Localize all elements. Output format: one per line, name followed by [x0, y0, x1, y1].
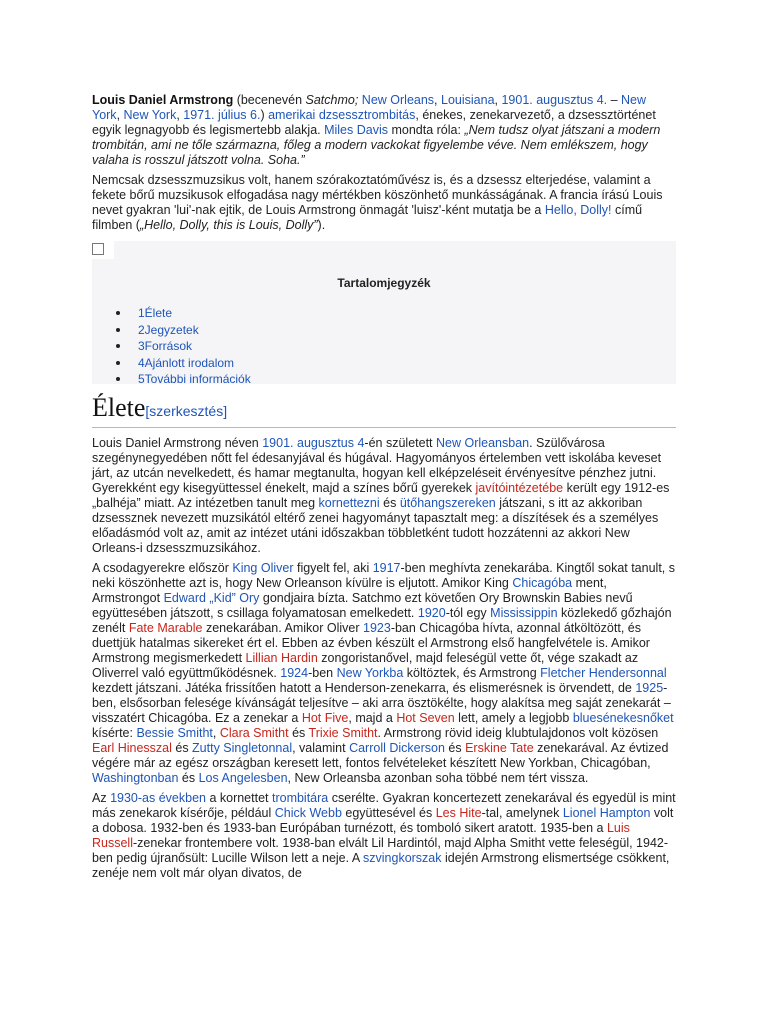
missing-article-link[interactable]: Lillian Hardin: [245, 651, 318, 665]
wiki-link[interactable]: New Yorkba: [336, 666, 404, 680]
text-run: -ben, elsősorban felesége kívánságát teljesítve – aki arra ösztökélte, hogy alakítsa meg saját zenekarát – visszatért Chicagóba. Ez a zenekar a: [92, 681, 671, 725]
text-run: ,: [494, 93, 502, 107]
wiki-link[interactable]: Miles Davis: [324, 123, 388, 137]
text-run: zenekarával. Az évtized végére már az egész országban keresett lett, fontos felvételeket készített New Yorkban, Chicagóban,: [92, 741, 669, 770]
text-run: . Szülővárosa szegénynegyedében nőtt fel édesanyjával és húgával. Hagyományos értelemben vett iskolába keveset járt, az utcán nevelkedett, és hamar megtanulta, hogyan kell elképzeléseit érvényesítve pénzhez jutni. Gyerekként egy kisegyüttessel énekelt, majd a színes bőrű gyerekek: [92, 436, 662, 495]
text-run: -ben: [308, 666, 337, 680]
text-run: -tal, amelynek: [481, 806, 563, 820]
toc-toggle-checkbox[interactable]: [92, 243, 104, 255]
missing-article-link[interactable]: Luis Russell: [92, 821, 630, 850]
wiki-link[interactable]: 1901.: [262, 436, 294, 450]
wiki-link[interactable]: New Orleans: [361, 93, 435, 107]
wiki-link[interactable]: augusztus 4.: [536, 93, 608, 107]
text-run: Nemcsak dzsesszmuzsikus volt, hanem szórakoztatóművész is, és a dzsessz elterjedése, valamint a fekete bőrű muzsikusok elfogadása nagy mértékben köszönhető munkásságának. A francia írású Louis nevet gyakran 'lui'-nak ejtik, de Louis Armstrong önmagát 'luisz'-ként mutatja be a: [92, 173, 663, 217]
text-run: ment, Armstrongot: [92, 576, 607, 605]
wiki-link[interactable]: 1923: [363, 621, 391, 635]
missing-article-link[interactable]: Les Hite: [435, 806, 482, 820]
text-run: ): [260, 108, 269, 122]
text-run: közlekedő gőzhajón zenélt: [92, 606, 672, 635]
wiki-link[interactable]: bluesénekesnőket: [572, 711, 674, 725]
text-run: került egy 1912-es „balhéja” miatt. Az intézetben tanult meg: [92, 481, 670, 510]
wiki-link[interactable]: 1901.: [501, 93, 533, 107]
text-run: idején Armstrong elismertsége csökkent, zenéje nem volt már olyan divatos, de: [92, 851, 670, 880]
text-run: figyelt fel, aki: [293, 561, 373, 575]
wiki-link[interactable]: 1924: [280, 666, 309, 680]
wiki-link[interactable]: Louisiana: [441, 93, 495, 107]
wiki-link[interactable]: Bessie Smitht: [136, 726, 213, 740]
text-run: Az: [92, 791, 111, 805]
text-run: kísérte:: [92, 726, 137, 740]
section-paragraph-3: [92, 791, 676, 881]
toc-list: [114, 305, 251, 388]
text-run: -zenekar frontembere volt. 1938-ban elvált Lil Hardintól, majd Alpha Smitht vette feleségül, 1942-ben pedig újranősült: Lucille Wilson lett a neje. A: [92, 836, 669, 865]
text-run: ,: [434, 93, 441, 107]
wiki-link[interactable]: szvingkorszak: [363, 851, 442, 865]
wiki-link[interactable]: trombitára: [271, 791, 329, 805]
table-of-contents: [92, 241, 676, 384]
wiki-link[interactable]: dzsessztrombitás: [318, 108, 416, 122]
text-run: játszani, s itt az akkoriban dzsessznek nevezett muzsikától eltérő zenei hagyományt tapasztalt meg: a díszítések és a személyes előadásmód volt az, amit az intézet utáni időszakban többletként tudott hozzátenni az akkori New Orleans-i dzsesszmuzsikához.: [92, 496, 659, 555]
wiki-link[interactable]: 1930-as években: [110, 791, 206, 805]
section-paragraph-2: [92, 561, 676, 786]
text-run: cserélte. Gyakran koncertezett zenekarával és egyedül is mint más zenekarok kísérője, például: [92, 791, 676, 820]
text-run: -ban Chicagóba hívta, azonnal átköltözött, és duettjük hatalmas sikereket ért el. Ebben az évben készült el Armstrong első hangfelvétele is. Amikor Armstrong megismerkedett: [92, 621, 650, 665]
text-run: , New Orleansba azonban soha többé nem tért vissza.: [287, 771, 589, 785]
text-run: kezdett játszani. Játéka frissítően hatott a Henderson-zenekarra, és elismerésnek is örvendett, de: [92, 681, 636, 695]
text-run: zenekarában. Amikor Oliver: [202, 621, 363, 635]
wiki-link[interactable]: New York: [123, 108, 177, 122]
wiki-link[interactable]: 1917: [372, 561, 401, 575]
section-paragraph-1: [92, 436, 676, 556]
wiki-link[interactable]: Lionel Hampton: [562, 806, 651, 820]
toc-item-ajanlott-irodalom[interactable]: 4Ajánlott irodalom: [114, 355, 251, 372]
wiki-link[interactable]: Chicagóba: [512, 576, 573, 590]
wiki-link[interactable]: Edward „Kid” Ory: [163, 591, 260, 605]
toc-item-tovabbi-informaciok[interactable]: 5További információk: [114, 371, 251, 388]
italic-text: „Hello, Dolly, this is Louis, Dolly”: [139, 218, 318, 232]
wiki-link[interactable]: ütőhangszereken: [399, 496, 496, 510]
text-run: -én született: [364, 436, 436, 450]
text-run: ).: [317, 218, 326, 232]
intro-paragraph-1: [92, 93, 676, 168]
wiki-link[interactable]: Fletcher Hendersonnal: [540, 666, 667, 680]
italic-text: Satchmo;: [305, 93, 359, 107]
wiki-link[interactable]: július 6.: [218, 108, 261, 122]
text-run: volt a dobosa. 1932-ben és 1933-ban Európában turnézott, és tomboló sikert aratott. 1935-ben a: [92, 806, 674, 835]
text-run: -tól egy: [445, 606, 491, 620]
italic-text: „Nem tudsz olyat játszani a modern trombitán, ami ne tőle származna, főleg a modern vackokat figyelembe véve. Nem emlékszem, hogy valaha is rosszul játszott volna. Soha.”: [92, 123, 661, 167]
text-run: a kornettet: [205, 791, 272, 805]
wiki-link[interactable]: 1920: [417, 606, 446, 620]
text-run: ,: [176, 108, 184, 122]
text-run: című filmben (: [92, 203, 643, 232]
missing-article-link[interactable]: Hot Five: [301, 711, 349, 725]
toc-title: Tartalomjegyzék: [337, 276, 431, 290]
text-run: és: [444, 741, 466, 755]
bold-text: Louis Daniel Armstrong: [92, 93, 234, 107]
text-run: mondta róla:: [388, 123, 465, 137]
article-content: [92, 93, 676, 881]
wiki-link[interactable]: Washingtonban: [92, 771, 179, 785]
wiki-link[interactable]: King Oliver: [232, 561, 294, 575]
wiki-link[interactable]: New Orleansban: [436, 436, 530, 450]
text-run: lett, amely a legjobb: [454, 711, 573, 725]
section-edit-link[interactable]: [szerkesztés]: [145, 403, 228, 419]
text-run: –: [607, 93, 622, 107]
missing-article-link[interactable]: javítóintézetébe: [475, 481, 564, 495]
text-run: , valamint: [292, 741, 350, 755]
wiki-link[interactable]: Los Angelesben: [198, 771, 288, 785]
text-run: ,: [212, 726, 220, 740]
section-heading-elete: [92, 394, 676, 428]
wiki-link[interactable]: Mississippin: [490, 606, 558, 620]
wiki-link[interactable]: 1925: [635, 681, 664, 695]
wiki-link[interactable]: Hello, Dolly!: [544, 203, 612, 217]
text-run: és: [171, 741, 193, 755]
text-run: , majd a: [348, 711, 397, 725]
missing-article-link[interactable]: Clara Smitht: [219, 726, 289, 740]
wiki-link[interactable]: kornettezni: [318, 496, 380, 510]
missing-article-link[interactable]: Erskine Tate: [465, 741, 534, 755]
text-run: (becenevén: [233, 93, 306, 107]
wiki-link[interactable]: Chick Webb: [274, 806, 342, 820]
text-run: és: [288, 726, 309, 740]
text-run: . Armstrong rövid ideig klubtulajdonos volt közösen: [377, 726, 659, 740]
toc-item-forrasok[interactable]: 3Források: [114, 338, 251, 355]
wiki-link[interactable]: Zutty Singletonnal: [192, 741, 293, 755]
missing-article-link[interactable]: Earl Hinesszal: [92, 741, 172, 755]
wiki-link[interactable]: augusztus 4: [297, 436, 365, 450]
missing-article-link[interactable]: Trixie Smitht: [308, 726, 378, 740]
text-run: Louis Daniel Armstrong néven: [92, 436, 263, 450]
missing-article-link[interactable]: Fate Marable: [128, 621, 203, 635]
text-run: gondjaira bízta. Satchmo ezt követően Ory Brownskin Babies nevű együttesében játszott, s csillaga folyamatosan emelkedett.: [92, 591, 633, 620]
wiki-link[interactable]: 1971.: [183, 108, 215, 122]
wiki-link[interactable]: New York: [92, 93, 647, 122]
text-run: költöztek, és Armstrong: [403, 666, 541, 680]
text-run: A csodagyerekre először: [92, 561, 233, 575]
text-run: együttesével és: [341, 806, 436, 820]
text-run: ,: [116, 108, 124, 122]
section-heading-text: Élete: [92, 393, 146, 422]
missing-article-link[interactable]: Hot Seven: [396, 711, 455, 725]
intro-paragraph-2: [92, 173, 676, 233]
wiki-link[interactable]: Carroll Dickerson: [349, 741, 445, 755]
toc-item-jegyzetek[interactable]: 2Jegyzetek: [114, 322, 251, 339]
text-run: -ben meghívta zenekarába. Kingtől sokat tanult, s neki köszönhette azt is, hogy New Orleanson kívülre is eljutott. Amikor King: [92, 561, 675, 590]
wiki-link[interactable]: amerikai: [268, 108, 316, 122]
text-run: zongoristanővel, majd feleségül vette őt, vége szakadt az Oliverrel való együttműködésnek.: [92, 651, 639, 680]
text-run: , énekes, zenekarvezető, a dzsessztörténet egyik legnagyobb és legismertebb alakja.: [92, 108, 656, 137]
text-run: és: [379, 496, 400, 510]
text-run: és: [178, 771, 199, 785]
toc-item-elete[interactable]: 1Élete: [114, 305, 251, 322]
